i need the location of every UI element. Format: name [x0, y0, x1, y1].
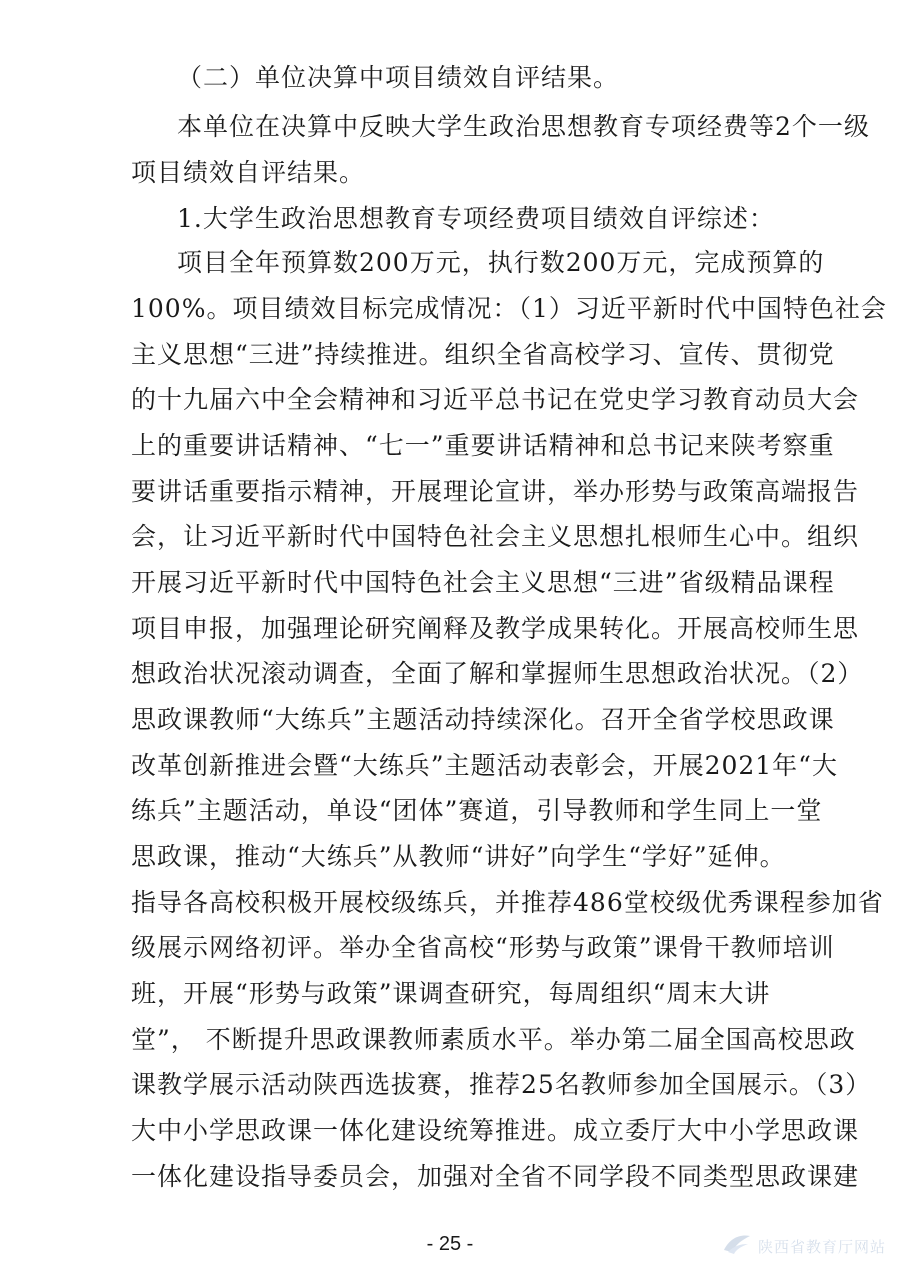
paragraph-line: 一体化建设指导委员会，加强对全省不同学段不同类型思政课建	[131, 1162, 860, 1191]
paragraph-line: 级展示网络初评。举办全省高校“形势与政策”课骨干教师培训	[131, 933, 835, 962]
subsection-heading: 1.大学生政治思想教育专项经费项目绩效自评综述：	[177, 204, 775, 233]
paragraph-line: 的十九届六中全会精神和习近平总书记在党史学习教育动员大会	[131, 385, 860, 414]
paragraph-line: 主义思想“三进”持续推进。组织全省高校学习、宣传、贯彻党	[131, 340, 835, 369]
paragraph-line: 项目申报，加强理论研究阐释及教学成果转化。开展高校师生思	[131, 614, 860, 643]
paragraph-line: 练兵”主题活动，单设“团体”赛道，引导教师和学生同上一堂	[131, 796, 823, 825]
paragraph-line: 上的重要讲话精神、“七一”重要讲话精神和总书记来陕考察重	[131, 431, 835, 460]
paragraph-line: 项目绩效自评结果。	[131, 158, 366, 187]
page-number: - 25 -	[426, 1233, 474, 1255]
paragraph-line: 会，让习近平新时代中国特色社会主义思想扎根师生心中。组织	[131, 522, 860, 551]
paragraph-line: 要讲话重要指示精神，开展理论宣讲，举办形势与政策高端报告	[131, 477, 860, 506]
wing-logo-icon	[722, 1232, 752, 1260]
paragraph-line: 改革创新推进会暨“大练兵”主题活动表彰会，开展2021年“大	[131, 751, 838, 780]
paragraph-line: 课教学展示活动陕西选拔赛，推荐25名教师参加全国展示。（3）	[131, 1070, 872, 1099]
paragraph-line: 思政课教师“大练兵”主题活动持续深化。召开全省学校思政课	[131, 705, 835, 734]
paragraph-line: 项目全年预算数200万元，执行数200万元，完成预算的	[177, 248, 825, 277]
site-watermark	[722, 1232, 886, 1260]
paragraph-line: 开展习近平新时代中国特色社会主义思想“三进”省级精品课程	[131, 568, 835, 597]
paragraph-line: 大中小学思政课一体化建设统筹推进。成立委厅大中小学思政课	[131, 1116, 860, 1145]
watermark-text: 陕西省教育厅网站	[758, 1237, 887, 1256]
paragraph-line: 指导各高校积极开展校级练兵，并推荐486堂校级优秀课程参加省	[131, 888, 884, 917]
paragraph-line: 本单位在决算中反映大学生政治思想教育专项经费等2个一级	[177, 112, 870, 141]
paragraph-line: 100%。项目绩效目标完成情况：（1）习近平新时代中国特色社会	[131, 294, 887, 323]
paragraph-line: 想政治状况滚动调查，全面了解和掌握师生思想政治状况。（2）	[131, 659, 864, 688]
paragraph-line: 班，开展“形势与政策”课调查研究，每周组织“周末大讲	[131, 979, 771, 1008]
section-heading: （二）单位决算中项目绩效自评结果。	[177, 63, 620, 92]
paragraph-line: 堂”， 不断提升思政课教师素质水平。举办第二届全国高校思政	[131, 1025, 856, 1054]
paragraph-line: 思政课，推动“大练兵”从教师“讲好”向学生“学好”延伸。	[131, 842, 786, 871]
